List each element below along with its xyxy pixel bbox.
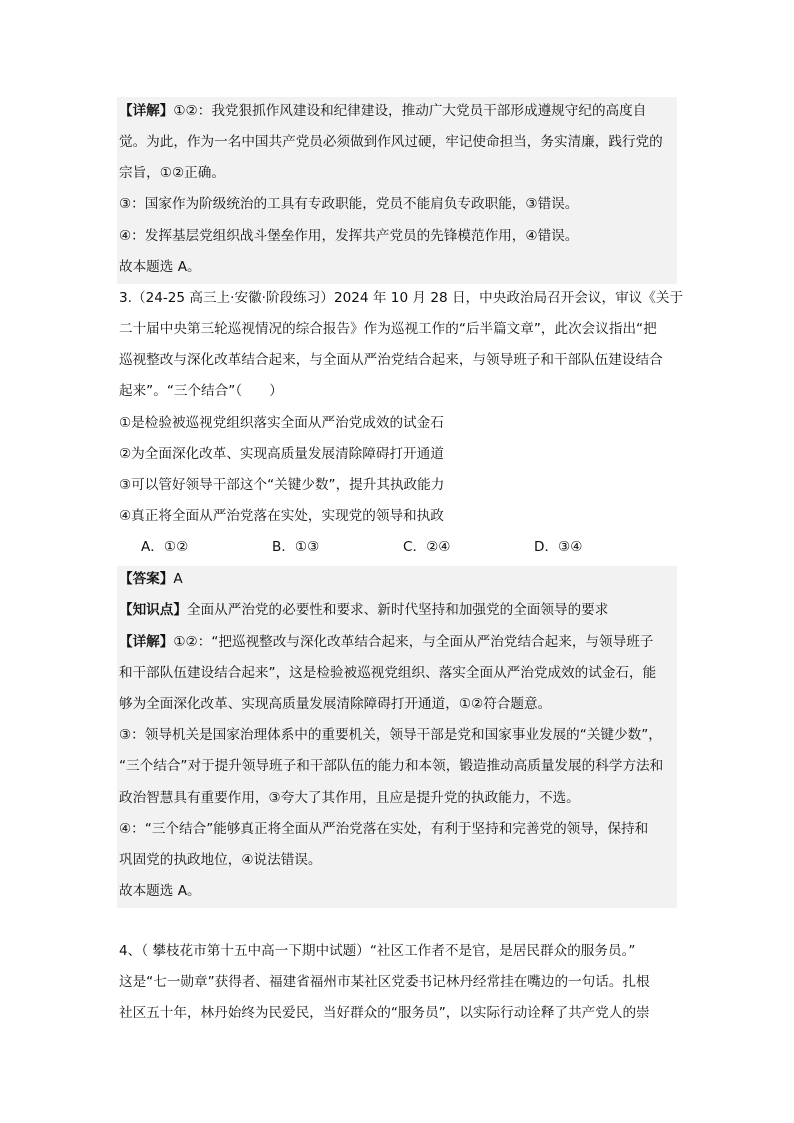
question-3-statement: ②为全面深化改革、实现高质量发展清除障碍打开通道 (119, 446, 444, 462)
question-3-options (141, 537, 701, 557)
explanation-line: 【详解】①②：我党狠抓作风建设和纪律建设，推动广大党员干部形成遵规守纪的高度自 (119, 103, 647, 119)
question-3-statement: ①是检验被巡视党组织落实全面从严治党成效的试金石 (119, 415, 444, 431)
explanation-line: 巩固党的执政地位，④说法错误。 (119, 852, 322, 868)
option-a: A．①② (141, 539, 189, 555)
explanation-shade-1 (117, 97, 677, 284)
question-3-stem: 二十届中央第三轮巡视情况的综合报告》作为巡视工作的“后半篇文章”，此次会议指出“把 (119, 321, 657, 337)
question-3-stem: 起来”。“三个结合”（ ） (119, 383, 283, 399)
option-c: C．②④ (403, 539, 451, 555)
question-4-stem: 社区五十年，林丹始终为民爱民，当好群众的“服务员”，以实际行动诠释了共产党人的崇 (119, 1005, 650, 1021)
question-4-stem: 4、（ 攀枝花市第十五中高一下期中试题）“社区工作者不是官，是居民群众的服务员。” (119, 943, 636, 959)
explanation-line: 宗旨，①②正确。 (119, 165, 225, 181)
option-b: B．①③ (272, 539, 320, 555)
explanation-line: ④：发挥基层党组织战斗堡垒作用，发挥共产党员的先锋模范作用，④错误。 (119, 228, 579, 244)
explanation-line: ④：“三个结合”能够真正将全面从严治党落在实处，有利于坚持和完善党的领导，保持和 (119, 821, 649, 837)
explanation-line: “三个结合”对于提升领导班子和干部队伍的能力和本领，锻造推动高质量发展的科学方法和 (119, 758, 664, 774)
explanation-line: 故本题选 A。 (119, 259, 201, 275)
option-d: D．③④ (534, 539, 583, 555)
explanation-line: 【详解】①②：“把巡视整改与深化改革结合起来，与全面从严治党结合起来，与领导班子 (119, 634, 654, 650)
explanation-line: 政治智慧具有重要作用，③夸大了其作用，且应是提升党的执政能力，不选。 (119, 790, 580, 806)
question-3-statement: ④真正将全面从严治党落在实处，实现党的领导和执政 (119, 508, 444, 524)
question-3-stem: 巡视整改与深化改革结合起来，与全面从严治党结合起来，与领导班子和干部队伍建设结合 (119, 352, 663, 368)
question-3-statement: ③可以管好领导干部这个“关键少数”，提升其执政能力 (119, 477, 445, 493)
answer-line: 【答案】A (119, 571, 183, 587)
question-4-stem: 这是“七一勋章”获得者、福建省福州市某社区党委书记林丹经常挂在嘴边的一句话。扎根 (119, 974, 650, 990)
explanation-line: 和干部队伍建设结合起来”，这是检验被巡视党组织、落实全面从严治党成效的试金石，能 (119, 665, 657, 681)
explanation-line: ③：国家作为阶级统治的工具有专政职能，党员不能肩负专政职能，③错误。 (119, 196, 579, 212)
question-3-stem: 3.（24-25 高三上·安徽·阶段练习）2024 年 10 月 28 日，中央政治局召开会议，审议《关于 (119, 290, 684, 306)
explanation-line: 故本题选 A。 (119, 883, 201, 899)
explanation-line: ③：领导机关是国家治理体系中的重要机关，领导干部是党和国家事业发展的“关键少数”， (119, 727, 662, 743)
explanation-line: 够为全面深化改革、实现高质量发展清除障碍打开通道，①②符合题意。 (119, 696, 552, 712)
knowledge-point-line: 【知识点】全面从严治党的必要性和要求、新时代坚持和加强党的全面领导的要求 (119, 602, 609, 618)
explanation-line: 觉。为此，作为一名中国共产党员必须做到作风过硬，牢记使命担当，务实清廉，践行党的 (119, 134, 663, 150)
